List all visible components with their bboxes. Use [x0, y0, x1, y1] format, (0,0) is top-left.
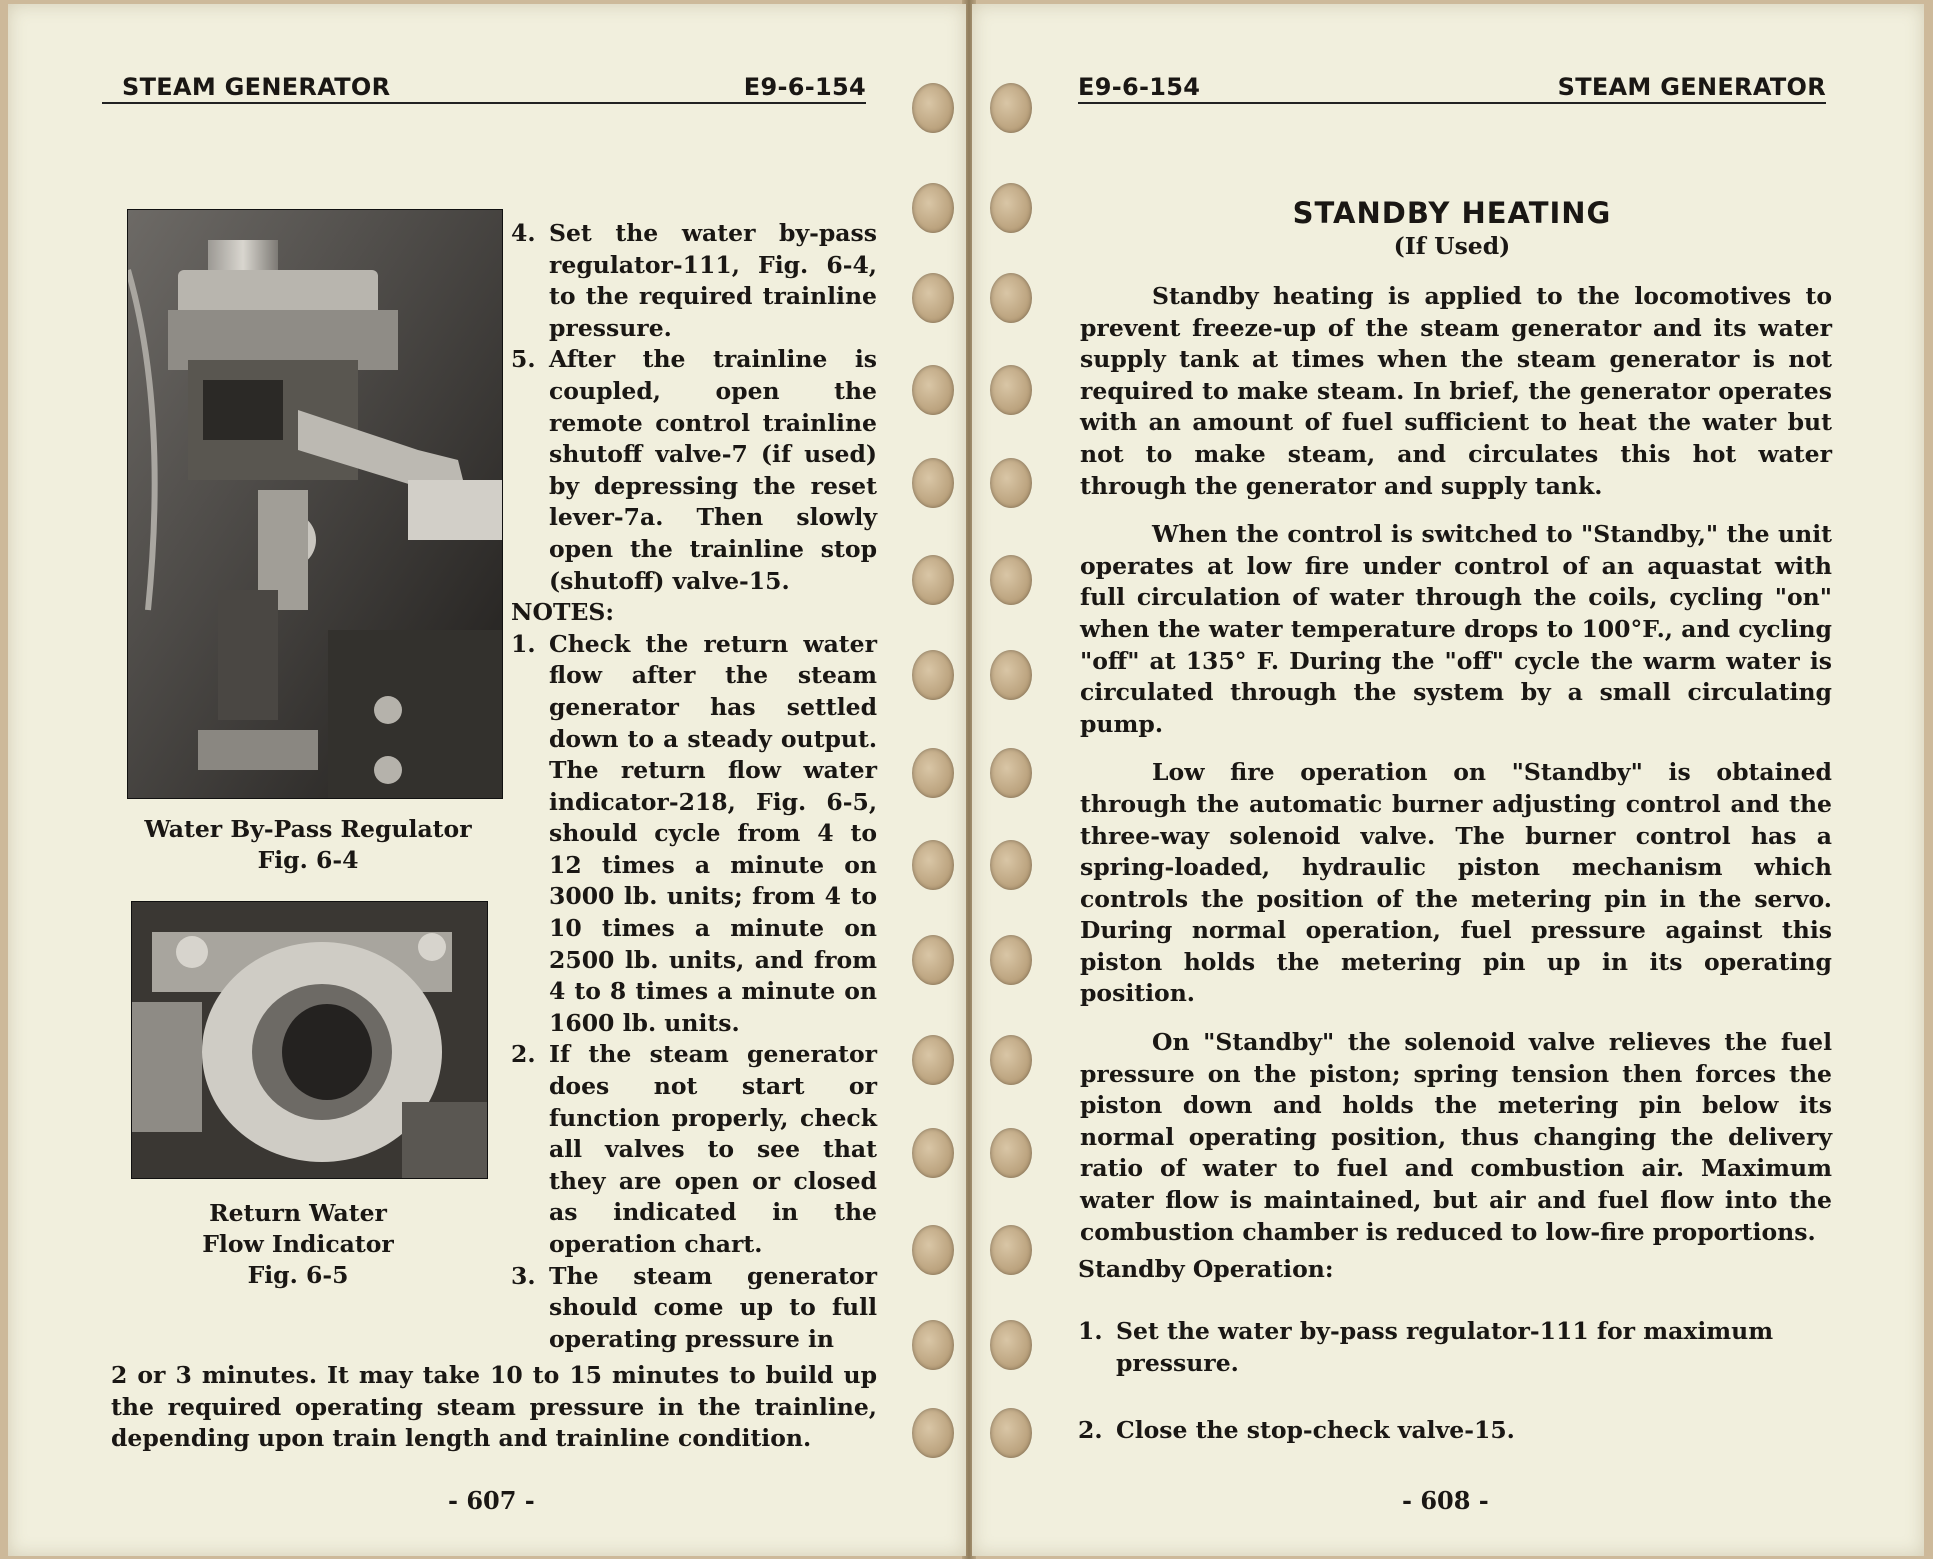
page-number-607: - 607 -: [448, 1486, 535, 1515]
binder-hole: [912, 83, 954, 133]
right-page: [972, 4, 1924, 1556]
binder-hole: [990, 273, 1032, 323]
note-text: Check the return water flow after the steam generator has settled down to a steady output. The return flow water indicator-218, Fig. 6-5, should cycle from 4 to 12 times a minute on 3000 lb. units; from 4 to 10 times a minute on 2500 lb. units, and from 4 to 8 times a minute on 1600 lb. units.: [549, 629, 877, 1037]
binder-hole: [990, 650, 1032, 700]
water-bypass-regulator-photo: [127, 209, 503, 799]
operation-step-text: Set the water by-pass regulator-111 for maximum pressure.: [1116, 1317, 1774, 1377]
left-header-title: STEAM GENERATOR: [122, 73, 391, 101]
figure-6-4-label: Fig. 6-4: [257, 846, 359, 874]
binder-hole: [912, 1408, 954, 1458]
binder-hole: [990, 935, 1032, 985]
binder-hole: [990, 840, 1032, 890]
step-item: [511, 344, 877, 597]
binder-hole: [990, 748, 1032, 798]
operation-steps: [1078, 1316, 1832, 1447]
binder-hole: [990, 365, 1032, 415]
return-water-flow-indicator-photo: [131, 901, 488, 1179]
operation-step-number: 2.: [1078, 1416, 1103, 1445]
body-paragraph: Standby heating is applied to the locomotives to prevent freeze-up of the steam generator and its water supply tank at times when the steam generator is not required to make steam. In brief, the generator operates with an amount of fuel sufficient to heat the water but not to make steam, and circulates this hot water through the generator and supply tank.: [1080, 282, 1832, 500]
step-number: 4.: [511, 219, 536, 247]
figure-6-5-title-line2: Flow Indicator: [202, 1230, 394, 1258]
figure-6-4-caption: [108, 814, 508, 876]
note-number: 2.: [511, 1040, 536, 1069]
left-page: [8, 4, 966, 1556]
binder-hole: [990, 183, 1032, 233]
binder-hole: [912, 1320, 954, 1370]
body-paragraph: On "Standby" the solenoid valve relieves the fuel pressure on the piston; spring tension then forces the piston down and holds the metering pin below its normal operating position, thus changing the delivery ratio of water to fuel and combustion air. Maximum water flow is maintained, but air and fuel flow into the combustion chamber is reduced to low-fire proportions.: [1080, 1028, 1832, 1246]
note-number: 1.: [511, 629, 536, 658]
body-paragraph: Low fire operation on "Standby" is obtained through the automatic burner adjusting control and the three-way solenoid valve. The burner control has a spring-loaded, hydraulic piston mechanism which controls the position of the metering pin in the servo. During normal operation, fuel pressure against this piston holds the metering pin up in its operating position.: [1080, 758, 1832, 1008]
binder-hole: [990, 1225, 1032, 1275]
binder-hole: [990, 83, 1032, 133]
binder-hole: [912, 840, 954, 890]
binder-hole: [912, 1035, 954, 1085]
note-text: If the steam generator does not start or function properly, check all valves to see that they are open or closed as indicated in the operation chart.: [549, 1040, 877, 1258]
binder-hole: [990, 1035, 1032, 1085]
binder-hole: [912, 458, 954, 508]
body-paragraph: When the control is switched to "Standby," the unit operates at low fire under control of an aquastat with full circulation of water through the coils, cycling "on" when the water temperature drops to 100°F., and cycling "off" at 135° F. During the "off" cycle the warm water is circulated through the system by a small circulating pump.: [1080, 520, 1832, 738]
binder-hole: [912, 650, 954, 700]
figure-6-5-caption: [148, 1198, 448, 1291]
operation-step-number: 1.: [1078, 1317, 1103, 1345]
right-header-code: E9-6-154: [1078, 73, 1201, 101]
section-title: STANDBY HEATING: [1292, 196, 1612, 230]
binder-hole: [912, 935, 954, 985]
operation-step: [1078, 1415, 1832, 1447]
operation-step: [1078, 1316, 1832, 1379]
binder-hole: [990, 1408, 1032, 1458]
binder-hole: [912, 1225, 954, 1275]
right-header-title: STEAM GENERATOR: [1557, 73, 1826, 101]
binder-hole: [912, 748, 954, 798]
standby-body: [1080, 281, 1832, 1265]
procedure-steps: [511, 218, 877, 597]
step-text: Set the water by-pass regulator-111, Fig. 6-4, to the required trainline pressure.: [549, 219, 877, 342]
note-number: 3.: [511, 1261, 536, 1290]
section-title-block: [1072, 196, 1832, 260]
operation-step-text: Close the stop-check valve-15.: [1116, 1416, 1515, 1445]
continuation-paragraph: 2 or 3 minutes. It may take 10 to 15 minutes to build up the required operating steam pressure in the trainline, depending upon train length and trainline condition.: [111, 1361, 877, 1453]
right-page-header: [1078, 70, 1826, 104]
binder-hole: [912, 555, 954, 605]
figure-6-5-title-line1: Return Water: [209, 1199, 387, 1227]
left-header-code: E9-6-154: [743, 73, 866, 101]
binder-hole: [912, 183, 954, 233]
left-page-header: [102, 70, 866, 104]
notes-list: [511, 629, 877, 1356]
binder-hole: [990, 1320, 1032, 1370]
binder-hole: [990, 555, 1032, 605]
binder-hole: [990, 1128, 1032, 1178]
page-number-608: - 608 -: [1402, 1486, 1489, 1515]
binder-hole: [912, 365, 954, 415]
step-text: After the trainline is coupled, open the remote control trainline shutoff valve-7 (if used) by depressing the reset lever-7a. Then slowly open the trainline stop (shutoff) valve-15.: [549, 345, 877, 595]
note-text: The steam generator should come up to full operating pressure in: [549, 1261, 877, 1353]
operation-list: [1078, 1316, 1832, 1447]
binder-hole: [990, 458, 1032, 508]
note-item: [511, 629, 877, 1040]
notes-label: NOTES:: [511, 598, 614, 627]
figure-6-5-label: Fig. 6-5: [247, 1261, 349, 1289]
note-item: [511, 1039, 877, 1260]
figure-6-4-title: Water By-Pass Regulator: [144, 815, 472, 843]
step-item: [511, 218, 877, 344]
left-page-instructions: [511, 218, 877, 1355]
section-subtitle: (If Used): [1393, 232, 1511, 260]
note-item: [511, 1261, 877, 1356]
step-number: 5.: [511, 345, 536, 374]
binder-hole: [912, 1128, 954, 1178]
operation-heading: Standby Operation:: [1078, 1255, 1334, 1283]
binder-hole: [912, 273, 954, 323]
